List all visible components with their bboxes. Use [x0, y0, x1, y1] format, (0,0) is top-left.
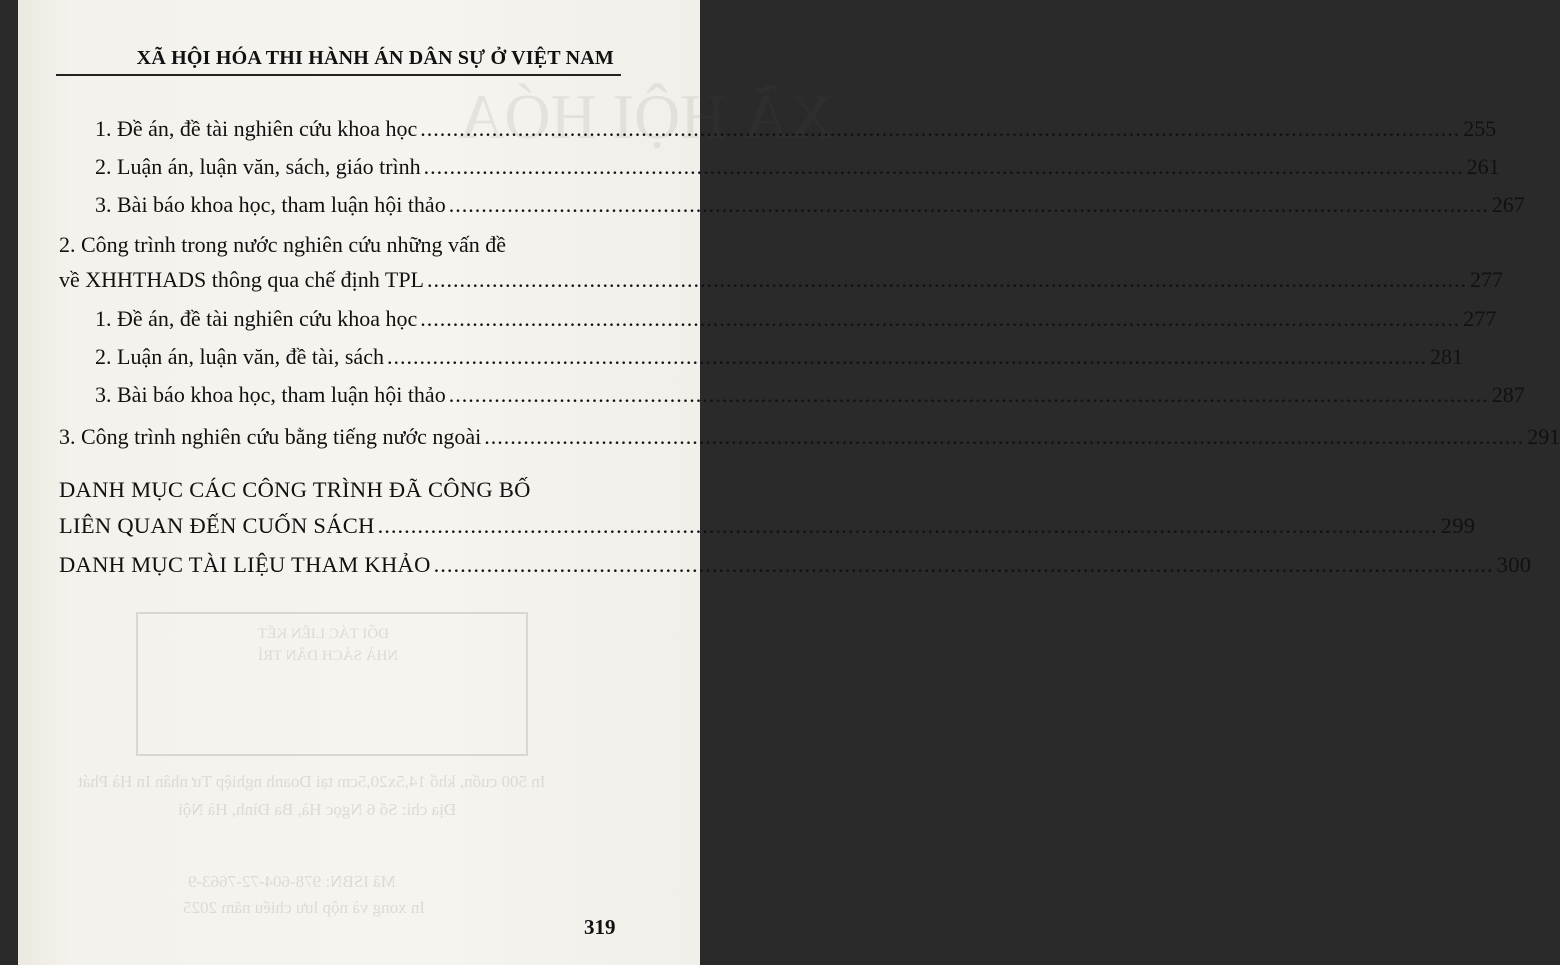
toc-entry	[59, 512, 1476, 540]
dot-leader	[449, 191, 1489, 219]
toc-entry-text-line1: DANH MỤC CÁC CÔNG TRÌNH ĐÃ CÔNG BỐ	[59, 477, 531, 502]
show-through-imprint-line4: In xong và nộp lưu chiểu năm 2025	[183, 898, 425, 917]
show-through-box-title: ĐỐI TÁC LIÊN KẾT	[258, 626, 389, 642]
dot-leader	[434, 551, 1494, 579]
toc-entry	[95, 305, 1497, 333]
toc-page-number: 287	[1491, 382, 1525, 407]
running-header: XÃ HỘI HÓA THI HÀNH ÁN DÂN SỰ Ở VIỆT NAM	[136, 47, 614, 69]
show-through-box-subtitle: NHÀ SÁCH DÂN TRÍ	[258, 648, 399, 664]
toc-page-number: 261	[1466, 154, 1500, 179]
page-number: 319	[584, 915, 616, 939]
toc-page-number: 277	[1463, 306, 1497, 331]
toc-entry-text: 2. Luận án, luận văn, sách, giáo trình	[95, 154, 421, 179]
toc-entry-text: 3. Công trình nghiên cứu bằng tiếng nước ngoài	[59, 424, 482, 449]
dot-leader	[449, 381, 1489, 409]
toc-entry	[59, 551, 1532, 579]
toc-entry	[95, 381, 1525, 409]
dot-leader	[387, 343, 1427, 371]
dot-leader	[484, 423, 1524, 451]
toc-page-number: 281	[1429, 344, 1463, 369]
dot-leader	[420, 115, 1460, 143]
dot-leader	[378, 512, 1438, 540]
toc-page-number: 277	[1470, 267, 1503, 292]
toc-entry	[95, 343, 1463, 371]
toc-entry	[95, 153, 1500, 181]
toc-entry-text: 3. Bài báo khoa học, tham luận hội thảo	[95, 192, 446, 217]
header-rule	[56, 74, 621, 76]
toc-entry-text: 3. Bài báo khoa học, tham luận hội thảo	[95, 382, 446, 407]
toc-entry-text: DANH MỤC TÀI LIỆU THAM KHẢO	[59, 552, 431, 577]
toc-page-number: 299	[1440, 513, 1476, 538]
toc-entry	[59, 266, 1503, 294]
toc-entry-text: 1. Đề án, đề tài nghiên cứu khoa học	[95, 306, 418, 331]
dot-leader	[427, 266, 1467, 294]
book-page	[18, 0, 1560, 965]
toc-entry	[95, 191, 1525, 219]
toc-page-number: 291	[1527, 424, 1560, 449]
toc-page-number: 300	[1496, 552, 1532, 577]
show-through-imprint-line3: Mã ISBN: 978-604-72-7663-9	[188, 872, 396, 891]
toc-entry-text-line1: 2. Công trình trong nước nghiên cứu những vấn đề	[59, 232, 507, 257]
toc-page-number: 255	[1463, 116, 1497, 141]
dot-leader	[424, 153, 1464, 181]
toc-entry	[59, 423, 1560, 451]
toc-page-number: 267	[1491, 192, 1525, 217]
show-through-title: XÃ HỘI HÓA	[458, 81, 835, 152]
show-through-imprint-line2: Địa chỉ: Số 6 Ngọc Hà, Ba Đình, Hà Nội	[178, 800, 457, 819]
toc-entry-text-line2: về XHHTHADS thông qua chế định TPL	[59, 267, 424, 292]
toc-entry-text-line2: LIÊN QUAN ĐẾN CUỐN SÁCH	[59, 513, 375, 538]
show-through-imprint-line1: In 500 cuốn, khổ 14,5x20,5cm tại Doanh nghiệp Tư nhân In Hà Phát	[78, 772, 546, 791]
toc-entry	[95, 115, 1497, 143]
show-through-imprint-box	[136, 612, 528, 756]
dot-leader	[420, 305, 1460, 333]
toc-entry-text: 1. Đề án, đề tài nghiên cứu khoa học	[95, 116, 418, 141]
toc-entry-text: 2. Luận án, luận văn, đề tài, sách	[95, 344, 384, 369]
